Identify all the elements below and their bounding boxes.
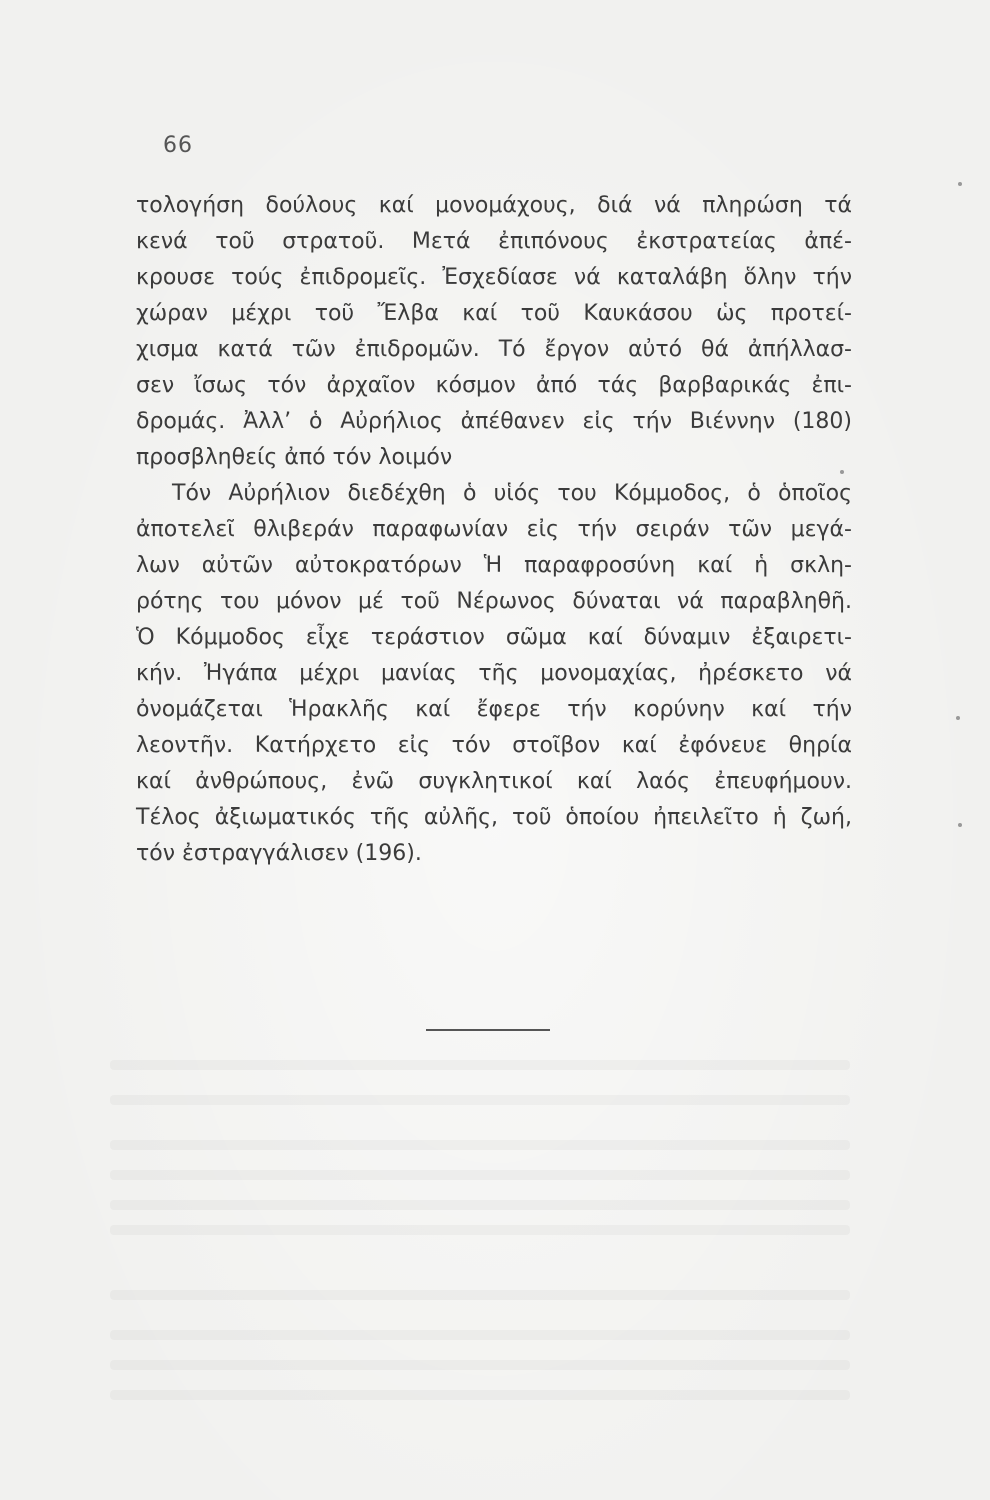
text-line: χισμα κατά τῶν ἐπιδρομῶν. Τό ἔργον αὐτό θά ἀπήλλασ- — [136, 337, 852, 362]
text-line: Τέλος ἀξιωματικός τῆς αὐλῆς, τοῦ ὁποίου ἠπειλεῖτο ἡ ζωή, — [136, 805, 852, 830]
speck — [958, 823, 962, 827]
bleed-through — [110, 1330, 850, 1340]
text-line: προσβληθείς ἀπό τόν λοιμόν — [136, 445, 453, 470]
bleed-through — [110, 1360, 850, 1370]
text-line: καί ἀνθρώπους, ἐνῶ συγκλητικοί καί λαός ἐπευφήμουν. — [136, 769, 852, 794]
bleed-through — [110, 1170, 850, 1180]
speck — [956, 716, 960, 720]
text-line: δρομάς. Ἀλλ’ ὁ Αὐρήλιος ἀπέθανεν εἰς τήν Βιέννην (180) — [136, 409, 852, 434]
text-line: ὀνομάζεται Ἡρακλῆς καί ἔφερε τήν κορύνην καί τήν — [136, 697, 852, 722]
speck — [958, 182, 962, 186]
text-line: λεοντῆν. Κατήρχετο εἰς τόν στοῖβον καί ἐφόνευε θηρία — [136, 733, 852, 758]
text-line: Ὁ Κόμμοδος εἶχε τεράστιον σῶμα καί δύναμιν ἐξαιρετι- — [136, 625, 852, 650]
text-line: τόν ἐστραγγάλισεν (196). — [136, 841, 422, 866]
bleed-through — [110, 1225, 850, 1235]
text-line: ἀποτελεῖ θλιβεράν παραφωνίαν εἰς τήν σειράν τῶν μεγά- — [136, 517, 852, 542]
section-divider — [426, 1029, 550, 1031]
text-line: τολογήση δούλους καί μονομάχους, διά νά πληρώση τά — [136, 193, 852, 218]
text-line: κρουσε τούς ἐπιδρομεῖς. Ἐσχεδίασε νά καταλάβη ὅλην τήν — [136, 265, 852, 290]
bleed-through — [110, 1200, 850, 1210]
bleed-through — [110, 1140, 850, 1150]
text-line: σεν ἴσως τόν ἀρχαῖον κόσμον ἀπό τάς βαρβαρικάς ἐπι- — [136, 373, 852, 398]
text-line: λων αὐτῶν αὐτοκρατόρων Ἡ παραφροσύνη καί ἡ σκλη- — [136, 553, 852, 578]
bleed-through — [110, 1290, 850, 1300]
bleed-through — [110, 1060, 850, 1070]
bleed-through — [110, 1390, 850, 1400]
text-line: κενά τοῦ στρατοῦ. Μετά ἐπιπόνους ἐκστρατείας ἀπέ- — [136, 229, 852, 254]
text-line: χώραν μέχρι τοῦ Ἔλβα καί τοῦ Καυκάσου ὡς προτεί- — [136, 301, 852, 326]
page-number: 66 — [163, 133, 193, 158]
text-line: κήν. Ἠγάπα μέχρι μανίας τῆς μονομαχίας, ἠρέσκετο νά — [136, 661, 852, 686]
bleed-through — [110, 1095, 850, 1105]
paragraph-start-line: Τόν Αὐρήλιον διεδέχθη ὁ υἱός του Κόμμοδος, ὁ ὁποῖος — [172, 481, 852, 506]
text-line: ρότης του μόνον μέ τοῦ Νέρωνος δύναται νά παραβληθῆ. — [136, 589, 852, 614]
body-text — [136, 188, 852, 872]
